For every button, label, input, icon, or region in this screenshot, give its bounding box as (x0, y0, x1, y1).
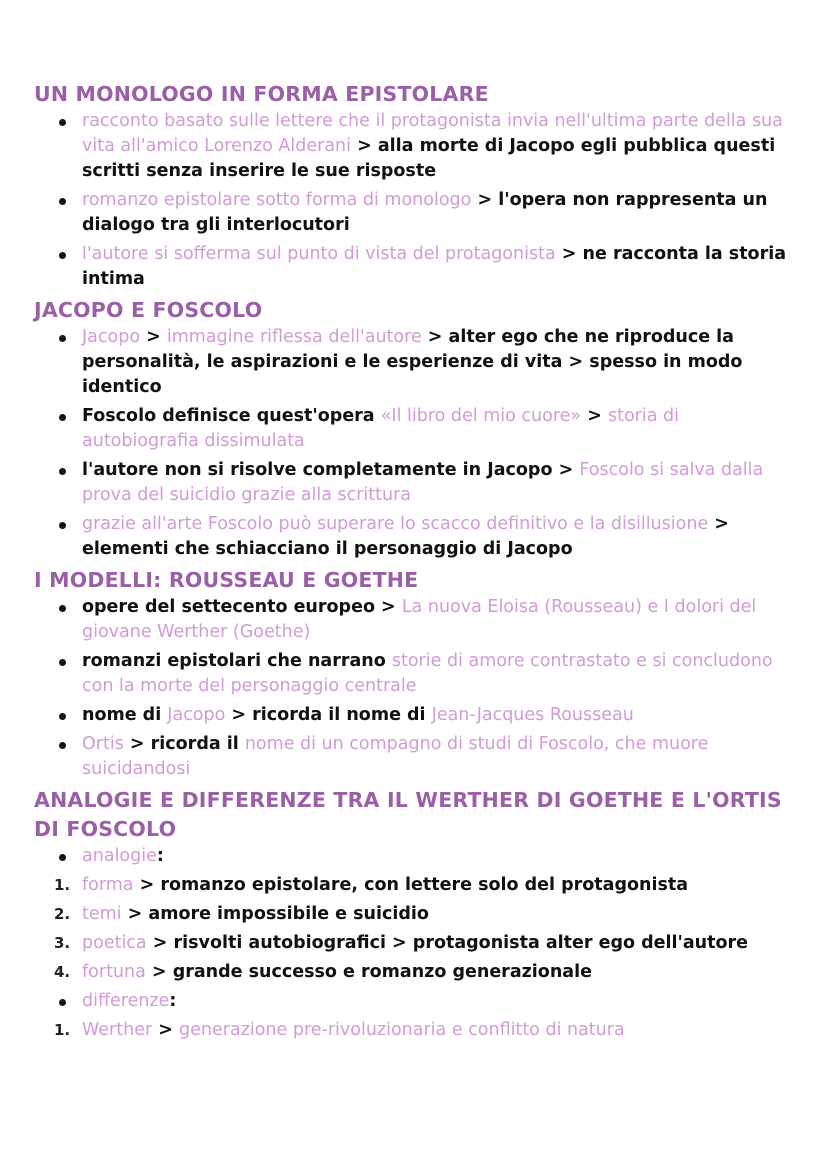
plain-text: > ricorda il nome di (225, 705, 432, 725)
highlighted-text: grazie all'arte Foscolo può superare lo scacco definitivo e la disillusione (82, 514, 709, 534)
highlighted-text: analogie (82, 846, 157, 866)
bullet-item (34, 109, 794, 184)
bullet-item (34, 595, 794, 645)
section (34, 296, 794, 562)
highlighted-text: l'autore si sofferma sul punto di vista del protagonista (82, 244, 556, 264)
bullet-item (34, 649, 794, 699)
highlighted-text: Werther (82, 1020, 153, 1040)
plain-text: > l'opera non rappresenta un dialogo tra gli interlocutori (82, 190, 768, 235)
plain-text: l'autore non si risolve completamente in Jacopo > (82, 460, 580, 480)
highlighted-text: temi (82, 904, 122, 924)
highlighted-text: La nuova Eloisa (Rousseau) e I dolori del giovane Werther (Goethe) (82, 597, 757, 642)
plain-text: romanzi epistolari che narrano (82, 651, 392, 671)
plain-text: > (140, 327, 167, 347)
highlighted-text: generazione pre-rivoluzionaria e conflitto di natura (179, 1020, 625, 1040)
plain-text: > ne racconta la storia intima (82, 244, 787, 289)
highlighted-text: storia di autobiografia dissimulata (82, 406, 679, 451)
plain-text: > grande successo e romanzo generazionale (145, 962, 592, 982)
numbered-item (34, 1018, 794, 1043)
plain-text: > amore impossibile e suicidio (121, 904, 429, 924)
plain-text: > ricorda il (123, 734, 245, 754)
plain-text: : (156, 846, 164, 866)
bullet-item (34, 404, 794, 454)
plain-text: > elementi che schiacciano il personaggio di Jacopo (82, 514, 729, 559)
bullet-item (34, 989, 794, 1014)
plain-text: Foscolo definisce quest'opera (82, 406, 381, 426)
plain-text: > alter ego che ne riproduce la personalità, le aspirazioni e le esperienze di vita > spesso in modo identico (82, 327, 743, 397)
section-heading: ANALOGIE E DIFFERENZE TRA IL WERTHER DI GOETHE E L'ORTIS DI FOSCOLO (34, 788, 782, 841)
bullet-item (34, 703, 794, 728)
highlighted-text: racconto basato sulle lettere che il protagonista invia nell'ultima parte della sua vita all'amico Lorenzo Alderani (82, 111, 783, 156)
section-list (34, 109, 794, 292)
bullet-item (34, 242, 794, 292)
plain-text: > (581, 406, 608, 426)
highlighted-text: Foscolo si salva dalla prova del suicidio grazie alla scrittura (82, 460, 764, 505)
numbered-item (34, 873, 794, 898)
section-list (34, 595, 794, 782)
bullet-item (34, 732, 794, 782)
highlighted-text: Ortis (82, 734, 124, 754)
highlighted-text: fortuna (82, 962, 146, 982)
bullet-item (34, 188, 794, 238)
section-heading: UN MONOLOGO IN FORMA EPISTOLARE (34, 82, 489, 106)
highlighted-text: differenze (82, 991, 170, 1011)
highlighted-text: nome di un compagno di studi di Foscolo, che muore suicidandosi (82, 734, 709, 779)
plain-text: > romanzo epistolare, con lettere solo del protagonista (133, 875, 689, 895)
bullet-item (34, 458, 794, 508)
numbered-item (34, 960, 794, 985)
bullet-item (34, 844, 794, 869)
highlighted-text: Jacopo (167, 705, 226, 725)
highlighted-text: Jacopo (82, 327, 141, 347)
section (34, 786, 794, 1043)
section (34, 80, 794, 292)
bullet-item (34, 325, 794, 400)
highlighted-text: immagine riflessa dell'autore (166, 327, 422, 347)
section-heading: JACOPO E FOSCOLO (34, 298, 263, 322)
plain-text: : (169, 991, 177, 1011)
plain-text: nome di (82, 705, 168, 725)
highlighted-text: romanzo epistolare sotto forma di monologo (82, 190, 472, 210)
section-heading: I MODELLI: ROUSSEAU E GOETHE (34, 568, 419, 592)
plain-text: opere del settecento europeo > (82, 597, 402, 617)
highlighted-text: «Il libro del mio cuore» (380, 406, 582, 426)
highlighted-text: forma (82, 875, 134, 895)
highlighted-text: poetica (82, 933, 147, 953)
numbered-item (34, 931, 794, 956)
section (34, 566, 794, 782)
bullet-item (34, 512, 794, 562)
highlighted-text: storie di amore contrastato e si concludono con la morte del personaggio centrale (82, 651, 773, 696)
section-list (34, 844, 794, 1043)
section-list (34, 325, 794, 562)
plain-text: > alla morte di Jacopo egli pubblica questi scritti senza inserire le sue risposte (82, 136, 776, 181)
numbered-item (34, 902, 794, 927)
plain-text: > risvolti autobiografici > protagonista alter ego dell'autore (146, 933, 749, 953)
plain-text: > (152, 1020, 180, 1040)
highlighted-text: Jean-Jacques Rousseau (431, 705, 634, 725)
